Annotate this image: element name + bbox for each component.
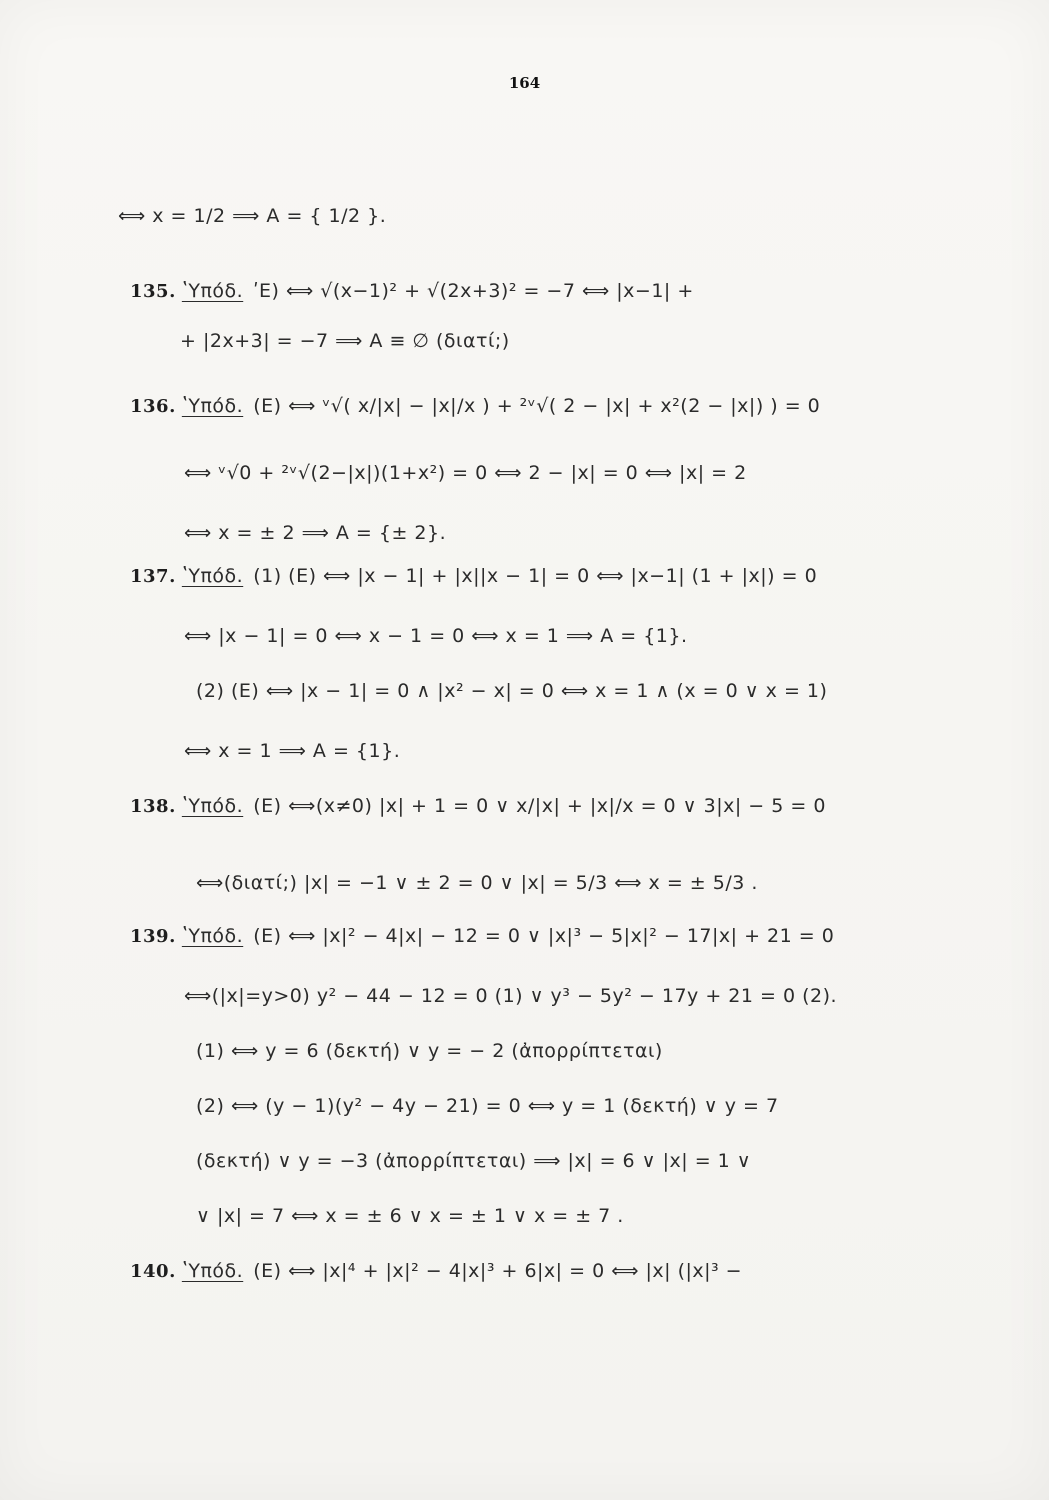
hint-label: ʽΥπόδ. bbox=[181, 1260, 244, 1282]
solution-line bbox=[130, 795, 826, 817]
solution-line bbox=[180, 330, 510, 352]
math-expression: ⟺(|x|=y>0) y² − 44 − 12 = 0 (1) ∨ y³ − 5y² − 17y + 21 = 0 (2). bbox=[184, 985, 838, 1007]
math-expression: (Ε) ⟺ ᵛ√( x/|x| − |x|/x ) + ²ᵛ√( 2 − |x| + x²(2 − |x|) ) = 0 bbox=[253, 395, 821, 417]
math-expression: (2) ⟺ (y − 1)(y² − 4y − 21) = 0 ⟺ y = 1 (δεκτή) ∨ y = 7 bbox=[196, 1095, 779, 1117]
math-expression: ⟺(διατί;) |x| = −1 ∨ ± 2 = 0 ∨ |x| = 5/3 ⟺ x = ± 5/3 . bbox=[196, 872, 758, 894]
solution-line bbox=[196, 872, 758, 894]
solution-line bbox=[196, 680, 827, 702]
exercise-number: 136. bbox=[130, 396, 176, 417]
hint-label: ʽΥπόδ. bbox=[181, 925, 244, 947]
solution-line bbox=[184, 462, 747, 484]
exercise-number: 135. bbox=[130, 281, 176, 302]
hint-label: ʽΥπόδ. bbox=[181, 280, 244, 302]
solution-line bbox=[196, 1150, 751, 1172]
solution-line bbox=[184, 522, 446, 544]
exercise-number: 137. bbox=[130, 566, 176, 587]
solution-line bbox=[130, 280, 694, 302]
solution-line bbox=[130, 395, 820, 417]
solution-line bbox=[130, 565, 817, 587]
hint-label: ʽΥπόδ. bbox=[181, 565, 244, 587]
math-expression: (δεκτή) ∨ y = −3 (ἀπορρίπτεται) ⟹ |x| = 6 ∨ |x| = 1 ∨ bbox=[196, 1150, 752, 1172]
page-number: 164 bbox=[508, 74, 541, 92]
math-expression: ∨ |x| = 7 ⟺ x = ± 6 ∨ x = ± 1 ∨ x = ± 7 . bbox=[196, 1205, 624, 1227]
math-expression: (Ε) ⟺ |x|⁴ + |x|² − 4|x|³ + 6|x| = 0 ⟺ |x| (|x|³ − bbox=[253, 1260, 743, 1282]
math-expression: (1) ⟺ y = 6 (δεκτή) ∨ y = − 2 (ἀπορρίπτεται) bbox=[196, 1040, 663, 1062]
solution-line bbox=[130, 925, 834, 947]
math-expression: ⟺ x = 1/2 ⟹ A = { 1/2 }. bbox=[118, 205, 387, 227]
hint-label: ʽΥπόδ. bbox=[181, 795, 244, 817]
math-expression: (2) (Ε) ⟺ |x − 1| = 0 ∧ |x² − x| = 0 ⟺ x = 1 ∧ (x = 0 ∨ x = 1) bbox=[196, 680, 828, 702]
solution-line bbox=[130, 1260, 742, 1282]
solution-line bbox=[196, 1095, 779, 1117]
math-expression: ⟺ x = ± 2 ⟹ A = {± 2}. bbox=[184, 522, 447, 544]
hint-label: ʽΥπόδ. bbox=[181, 395, 244, 417]
math-expression: (Ε) ⟺ |x|² − 4|x| − 12 = 0 ∨ |x|³ − 5|x|² − 17|x| + 21 = 0 bbox=[253, 925, 835, 947]
math-expression: (Ε) ⟺(x≠0) |x| + 1 = 0 ∨ x/|x| + |x|/x = 0 ∨ 3|x| − 5 = 0 bbox=[253, 795, 826, 817]
solution-line bbox=[118, 205, 386, 227]
math-expression: ⟺ ᵛ√0 + ²ᵛ√(2−|x|)(1+x²) = 0 ⟺ 2 − |x| = 0 ⟺ |x| = 2 bbox=[184, 462, 747, 484]
solution-line bbox=[184, 985, 837, 1007]
exercise-number: 138. bbox=[130, 796, 176, 817]
exercise-number: 139. bbox=[130, 926, 176, 947]
math-expression: (1) (Ε) ⟺ |x − 1| + |x||x − 1| = 0 ⟺ |x−1| (1 + |x|) = 0 bbox=[253, 565, 818, 587]
solution-line bbox=[196, 1205, 624, 1227]
math-expression: ⟺ |x − 1| = 0 ⟺ x − 1 = 0 ⟺ x = 1 ⟹ A = {1}. bbox=[184, 625, 688, 647]
solution-line bbox=[184, 625, 688, 647]
math-expression: ⟺ x = 1 ⟹ A = {1}. bbox=[184, 740, 401, 762]
math-expression: + |2x+3| = −7 ⟹ A ≡ ∅ (διατί;) bbox=[180, 330, 510, 352]
solution-line bbox=[196, 1040, 663, 1062]
solution-line bbox=[184, 740, 400, 762]
math-expression: ʹΕ) ⟺ √(x−1)² + √(2x+3)² = −7 ⟺ |x−1| + bbox=[253, 280, 694, 302]
exercise-number: 140. bbox=[130, 1261, 176, 1282]
